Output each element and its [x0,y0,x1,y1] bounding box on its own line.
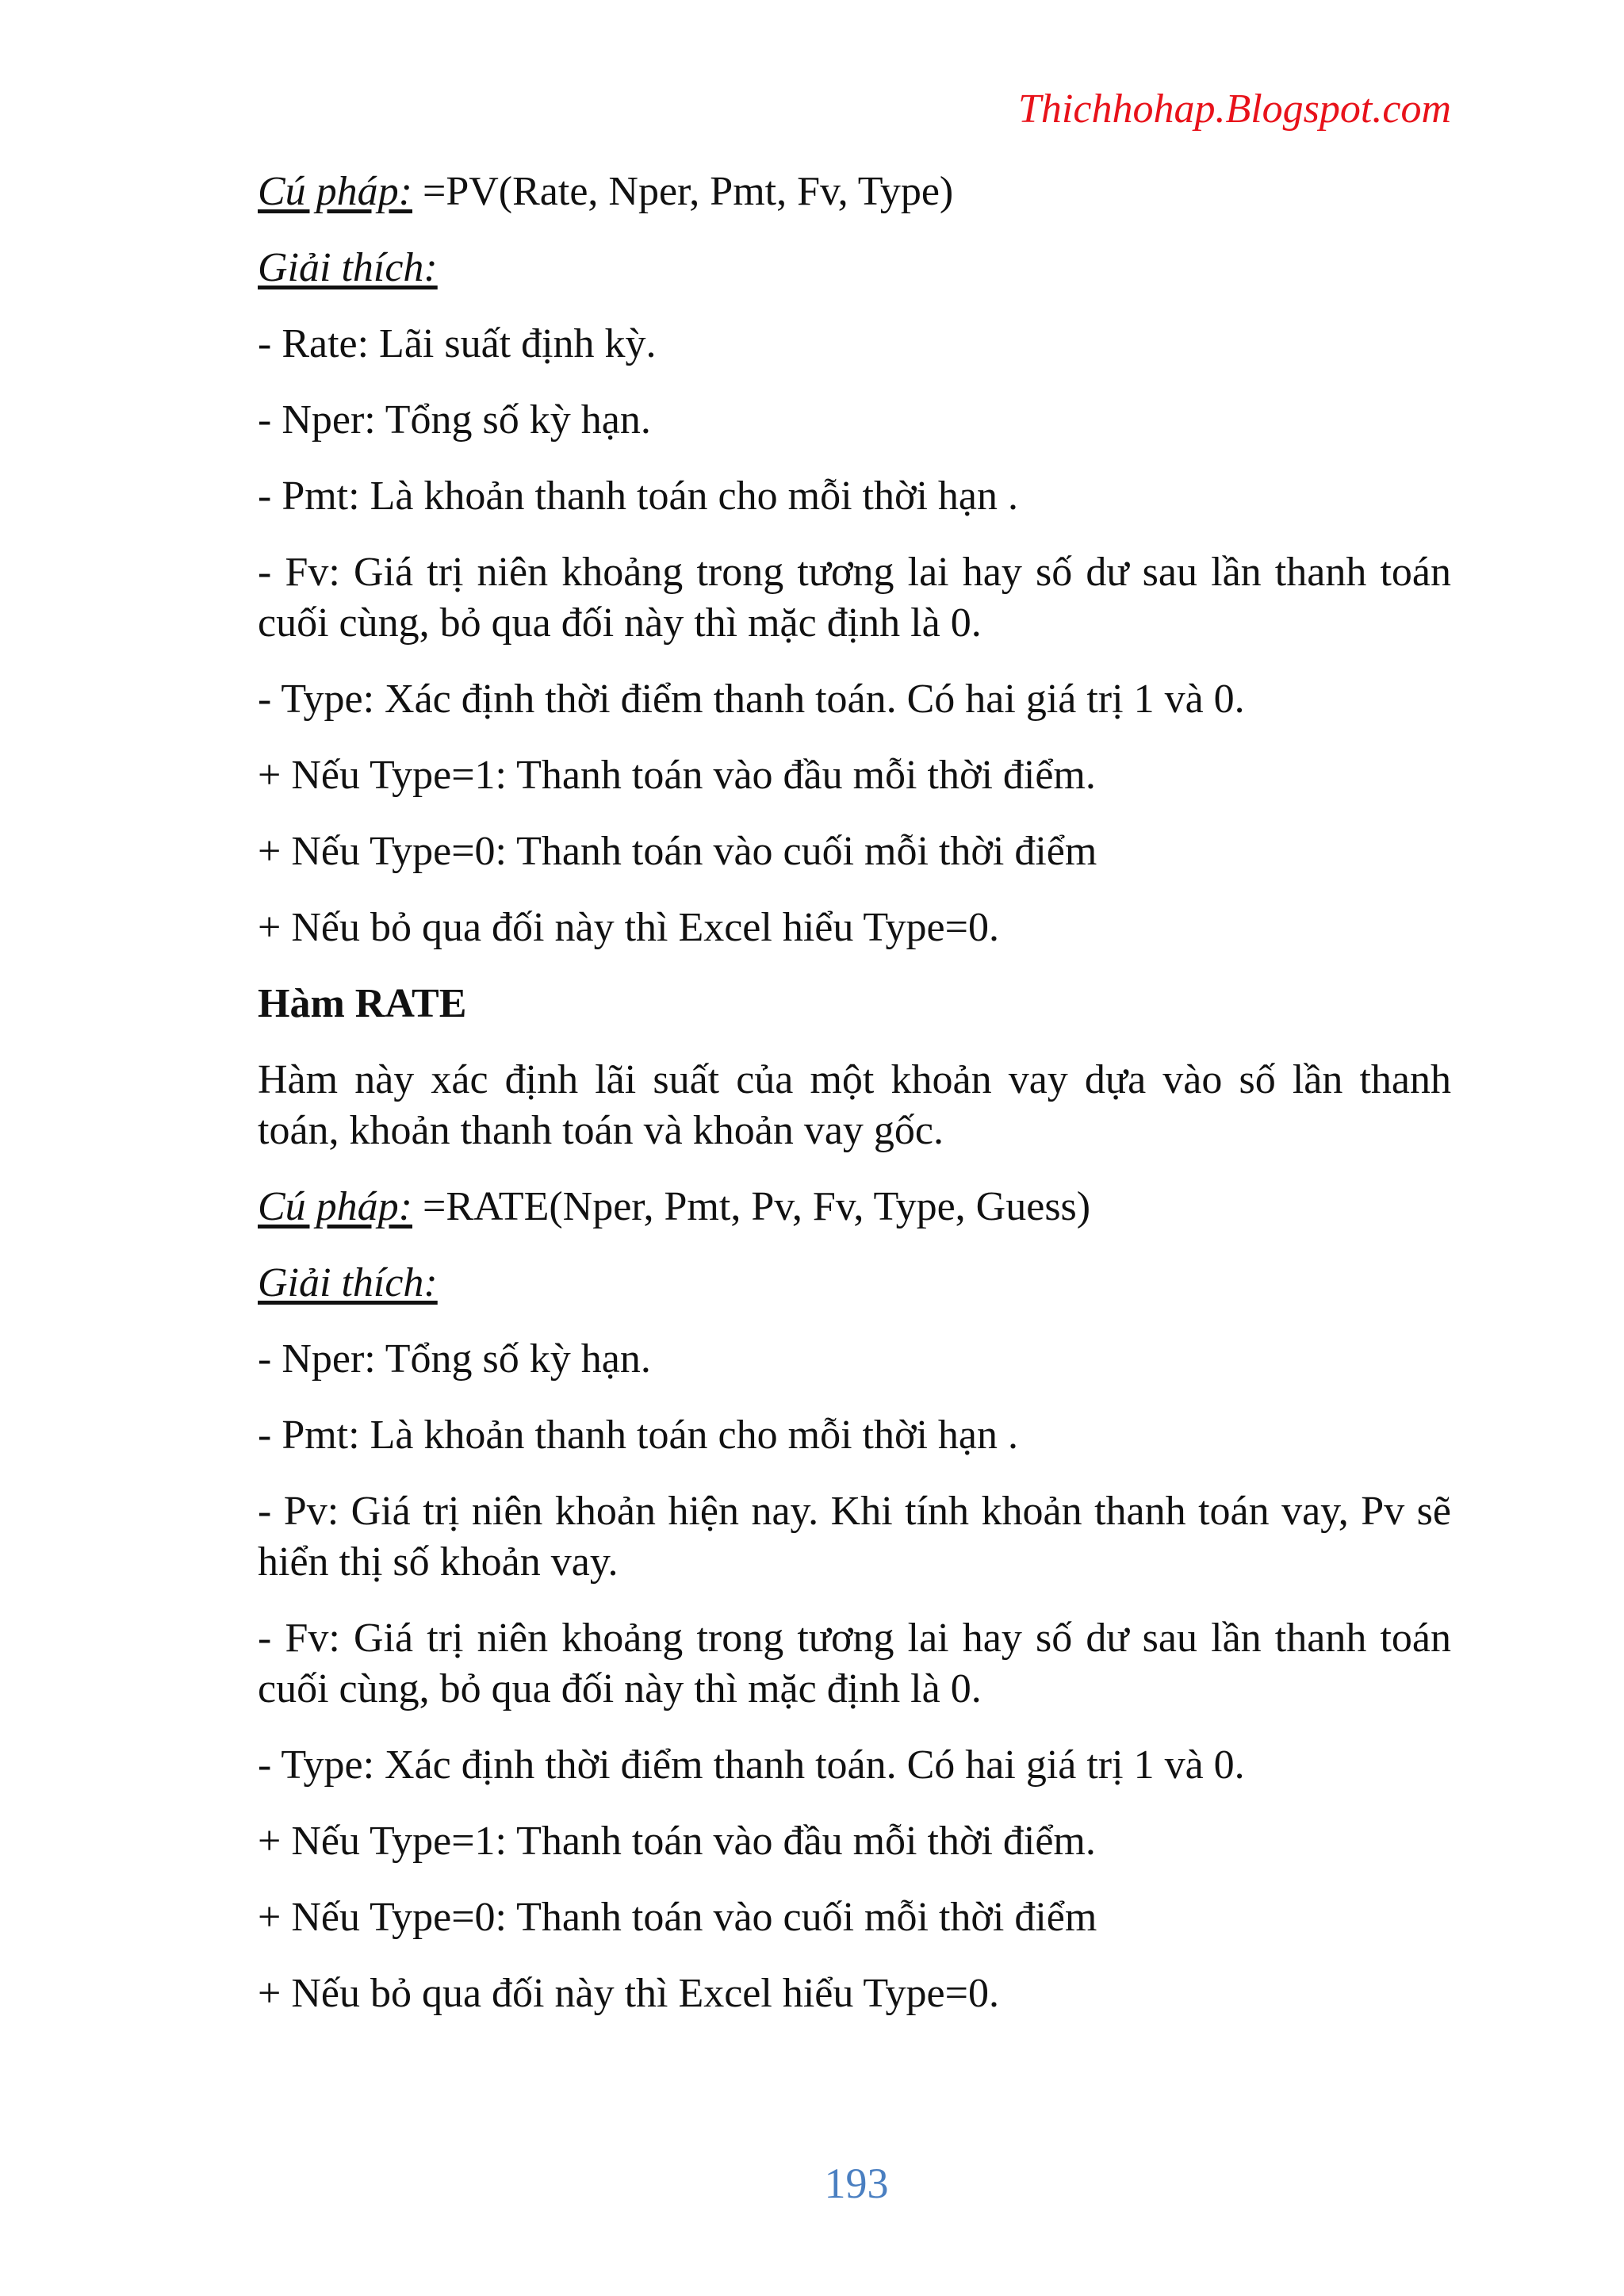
pv-syntax-line [258,167,1451,217]
rate-syntax-line [258,1182,1451,1232]
page-number: 193 [824,2160,889,2207]
rate-explain-label: Giải thích: [258,1260,438,1305]
page-content [258,167,1451,2045]
pv-item-nper: - Nper: Tổng số kỳ hạn. [258,397,651,443]
rate-item-type-default: + Nếu bỏ qua đối này thì Excel hiểu Type=0. [258,1971,999,2016]
rate-item-type-0: + Nếu Type=0: Thanh toán vào cuối mỗi thời điểm [258,1895,1097,1940]
rate-item-nper: - Nper: Tổng số kỳ hạn. [258,1336,651,1382]
pv-item-fv: - Fv: Giá trị niên khoảng trong tương lai hay số dư sau lần thanh toán cuối cùng, bỏ qua đối này thì mặc định là 0. [258,550,1451,646]
rate-syntax-label: Cú pháp: [258,1184,412,1229]
pv-item-type-0: + Nếu Type=0: Thanh toán vào cuối mỗi thời điểm [258,829,1097,874]
rate-syntax-formula: =RATE(Nper, Pmt, Pv, Fv, Type, Guess) [412,1184,1091,1229]
rate-explain-line [258,1258,1451,1309]
rate-item-type: - Type: Xác định thời điểm thanh toán. Có hai giá trị 1 và 0. [258,1742,1245,1788]
pv-syntax-label: Cú pháp: [258,169,412,214]
pv-item-type: - Type: Xác định thời điểm thanh toán. Có hai giá trị 1 và 0. [258,677,1245,722]
pv-item-type-default: + Nếu bỏ qua đối này thì Excel hiểu Type=0. [258,905,999,950]
pv-syntax-formula: =PV(Rate, Nper, Pmt, Fv, Type) [412,169,954,214]
rate-item-pv: - Pv: Giá trị niên khoản hiện nay. Khi tính khoản thanh toán vay, Pv sẽ hiển thị số khoản vay. [258,1489,1451,1585]
rate-item-type-1: + Nếu Type=1: Thanh toán vào đầu mỗi thời điểm. [258,1819,1096,1864]
pv-explain-line [258,243,1451,293]
pv-item-pmt: - Pmt: Là khoản thanh toán cho mỗi thời hạn . [258,473,1019,519]
pv-item-rate: - Rate: Lãi suất định kỳ. [258,321,657,366]
pv-item-type-1: + Nếu Type=1: Thanh toán vào đầu mỗi thời điểm. [258,753,1096,798]
rate-item-fv: - Fv: Giá trị niên khoảng trong tương lai hay số dư sau lần thanh toán cuối cùng, bỏ qua đối này thì mặc định là 0. [258,1616,1451,1711]
rate-description: Hàm này xác định lãi suất của một khoản vay dựa vào số lần thanh toán, khoản thanh toán và khoản vay gốc. [258,1057,1451,1153]
rate-heading: Hàm RATE [258,981,467,1026]
header-site-name: Thichhohap.Blogspot.com [1018,86,1451,132]
pv-explain-label: Giải thích: [258,245,438,290]
rate-item-pmt: - Pmt: Là khoản thanh toán cho mỗi thời hạn . [258,1412,1019,1458]
